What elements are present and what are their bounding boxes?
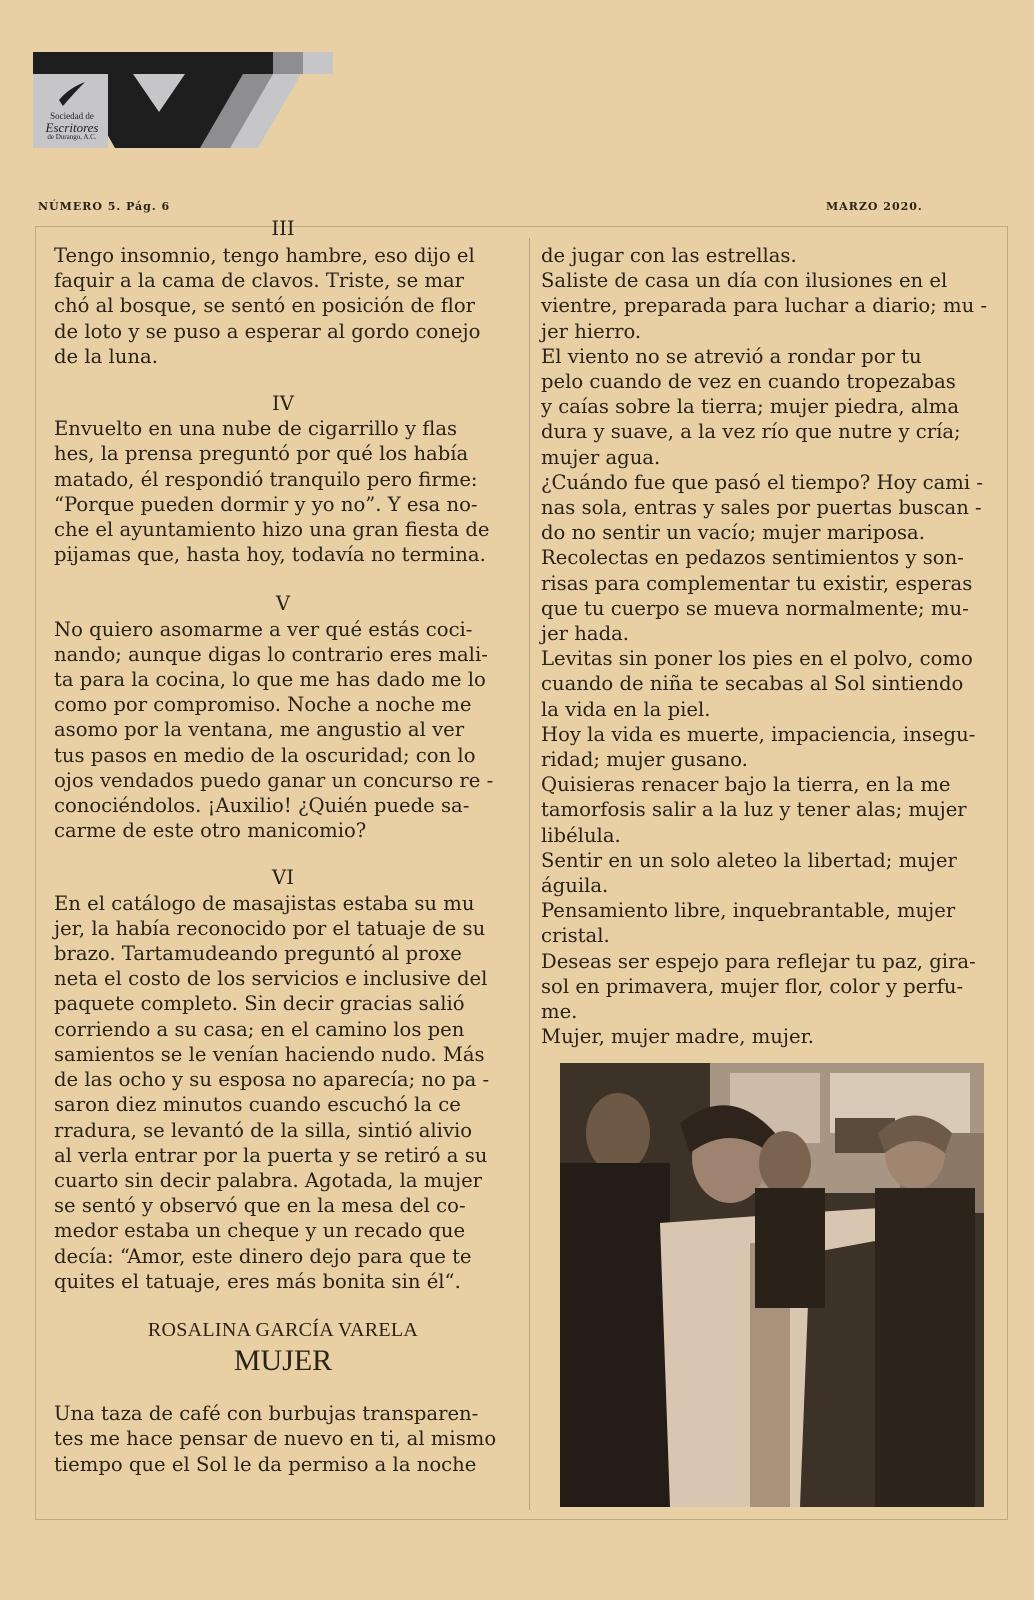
- text-line: cuando de niña te secabas al Sol sintiendo: [541, 672, 964, 696]
- logo-line-3: de Durango, A.C.: [47, 133, 97, 141]
- left-column: [54, 243, 512, 1477]
- text-line: de la luna.: [54, 344, 158, 368]
- text-line: quites el tatuaje, eres más bonita sin él“.: [54, 1269, 461, 1293]
- text-line: jer hada.: [541, 622, 630, 646]
- text-line: Hoy la vida es muerte, impaciencia, insegu-: [541, 722, 976, 746]
- text-line: carme de este otro manicomio?: [54, 819, 367, 843]
- text-line: corriendo a su casa; en el camino los pen: [54, 1017, 465, 1041]
- text-line: En el catálogo de masajistas estaba su mu: [54, 891, 475, 915]
- text-line: Una taza de café con burbujas transparen-: [54, 1402, 479, 1426]
- text-line: vientre, preparada para luchar a diario; mu -: [541, 294, 988, 318]
- section-numeral-vi: VI: [272, 866, 294, 890]
- text-line: brazo. Tartamudeando preguntó al proxe: [54, 942, 462, 966]
- text-line: Levitas sin poner los pies en el polvo, como: [541, 647, 973, 671]
- text-line: de loto y se puso a esperar al gordo conejo: [54, 319, 481, 343]
- text-line: Quisieras renacer bajo la tierra, en la me: [541, 773, 951, 797]
- section-numeral-v: V: [275, 592, 291, 616]
- text-line: El viento no se atrevió a rondar por tu: [541, 344, 922, 368]
- text-line: do no sentir un vacío; mujer mariposa.: [541, 521, 925, 545]
- text-line: matado, él respondió tranquilo pero firme:: [54, 467, 478, 491]
- text-line: mujer agua.: [541, 445, 661, 469]
- group-photo: [560, 1063, 984, 1507]
- text-line: cuarto sin decir palabra. Agotada, la mujer: [54, 1168, 483, 1192]
- text-line: risas para complementar tu existir, esperas: [541, 571, 973, 595]
- text-line: medor estaba un cheque y un recado que: [54, 1219, 466, 1243]
- issue-date-label: MARZO 2020.: [826, 200, 923, 213]
- text-line: neta el costo de los servicios e inclusive del: [54, 967, 488, 991]
- text-line: No quiero asomarme a ver qué estás coci-: [54, 617, 473, 641]
- text-line: al verla entrar por la puerta y se retiró a su: [54, 1143, 488, 1167]
- text-line: Deseas ser espejo para reflejar tu paz, gira-: [541, 949, 976, 973]
- text-line: Envuelto en una nube de cigarrillo y flas: [54, 417, 458, 441]
- text-line: hes, la prensa preguntó por qué los había: [54, 442, 469, 466]
- text-line: jer, la había reconocido por el tatuaje de su: [54, 916, 486, 940]
- text-line: ¿Cuándo fue que pasó el tiempo? Hoy cami -: [541, 470, 983, 494]
- poem-title: MUJER: [233, 1344, 333, 1378]
- section-numeral-iv: IV: [272, 392, 294, 416]
- column-divider: [529, 238, 530, 1510]
- text-line: Mujer, mujer madre, mujer.: [541, 1025, 815, 1049]
- text-line: conociéndolos. ¡Auxilio! ¿Quién puede sa-: [54, 794, 470, 818]
- text-line: se sentó y observó que en la mesa del co-: [54, 1194, 466, 1218]
- text-line: y caías sobre la tierra; mujer piedra, alma: [541, 395, 960, 419]
- text-line: como por compromiso. Noche a noche me: [54, 693, 472, 717]
- text-line: Pensamiento libre, inquebrantable, mujer: [541, 899, 956, 923]
- text-line: asomo por la ventana, me angustio al ver: [54, 718, 465, 742]
- issue-page-label: NÚMERO 5. Pág. 6: [38, 200, 171, 213]
- text-line: samientos se le venían haciendo nudo. Más: [54, 1042, 485, 1066]
- text-line: pelo cuando de vez en cuando tropezabas: [541, 370, 956, 394]
- text-line: paquete completo. Sin decir gracias salió: [54, 992, 465, 1016]
- text-line: nas sola, entras y sales por puertas buscan -: [541, 496, 982, 520]
- text-line: decía: “Amor, este dinero dejo para que te: [54, 1244, 472, 1268]
- logo-line-2: Escritores: [45, 120, 99, 135]
- text-line: de jugar con las estrellas.: [541, 244, 797, 267]
- text-line: Sentir en un solo aleteo la libertad; mujer: [541, 848, 957, 872]
- text-line: Recolectas en pedazos sentimientos y son-: [541, 546, 964, 570]
- text-line: Saliste de casa un día con ilusiones en el: [541, 269, 948, 293]
- text-line: tus pasos en medio de la oscuridad; con lo: [54, 743, 476, 767]
- text-line: águila.: [541, 874, 609, 898]
- text-line: ta para la cocina, lo que me has dado me lo: [54, 668, 486, 692]
- right-column: [541, 243, 996, 1050]
- text-line: nando; aunque digas lo contrario eres mali-: [54, 642, 488, 666]
- text-line: ridad; mujer gusano.: [541, 748, 748, 772]
- text-line: de las ocho y su esposa no aparecía; no pa -: [54, 1068, 490, 1092]
- text-line: che el ayuntamiento hizo una gran fiesta de: [54, 518, 490, 542]
- logo-text: [34, 112, 110, 141]
- text-line: libélula.: [541, 823, 621, 847]
- text-line: tamorfosis salir a la luz y tener alas; mujer: [541, 798, 967, 822]
- text-line: faquir a la cama de clavos. Triste, se mar: [54, 269, 465, 293]
- text-line: Tengo insomnio, tengo hambre, eso dijo el: [54, 244, 475, 267]
- text-line: tes me hace pensar de nuevo en ti, al mismo: [54, 1427, 497, 1451]
- text-line: que tu cuerpo se mueva normalmente; mu-: [541, 596, 969, 620]
- text-line: jer hierro.: [541, 319, 642, 343]
- section-numeral-iii: III: [271, 217, 295, 240]
- text-line: dura y suave, a la vez río que nutre y cría;: [541, 420, 961, 444]
- text-line: rradura, se levantó de la silla, sintió alivio: [54, 1118, 473, 1142]
- text-line: sol en primavera, mujer flor, color y perfu-: [541, 974, 964, 998]
- text-line: “Porque pueden dormir y yo no”. Y esa no-: [54, 492, 478, 516]
- text-line: la vida en la piel.: [541, 697, 711, 721]
- logo-line-1: Sociedad de: [50, 111, 94, 121]
- text-line: pijamas que, hasta hoy, todavía no termina.: [54, 543, 486, 567]
- text-line: cristal.: [541, 924, 610, 948]
- text-line: tiempo que el Sol le da permiso a la noche: [54, 1452, 477, 1476]
- text-line: me.: [541, 1000, 578, 1024]
- text-line: chó al bosque, se sentó en posición de flor: [54, 294, 476, 318]
- text-line: ojos vendados puedo ganar un concurso re -: [54, 768, 494, 792]
- author-name: ROSALINA GARCÍA VARELA: [147, 1318, 419, 1341]
- text-line: saron diez minutos cuando escuchó la ce: [54, 1093, 461, 1117]
